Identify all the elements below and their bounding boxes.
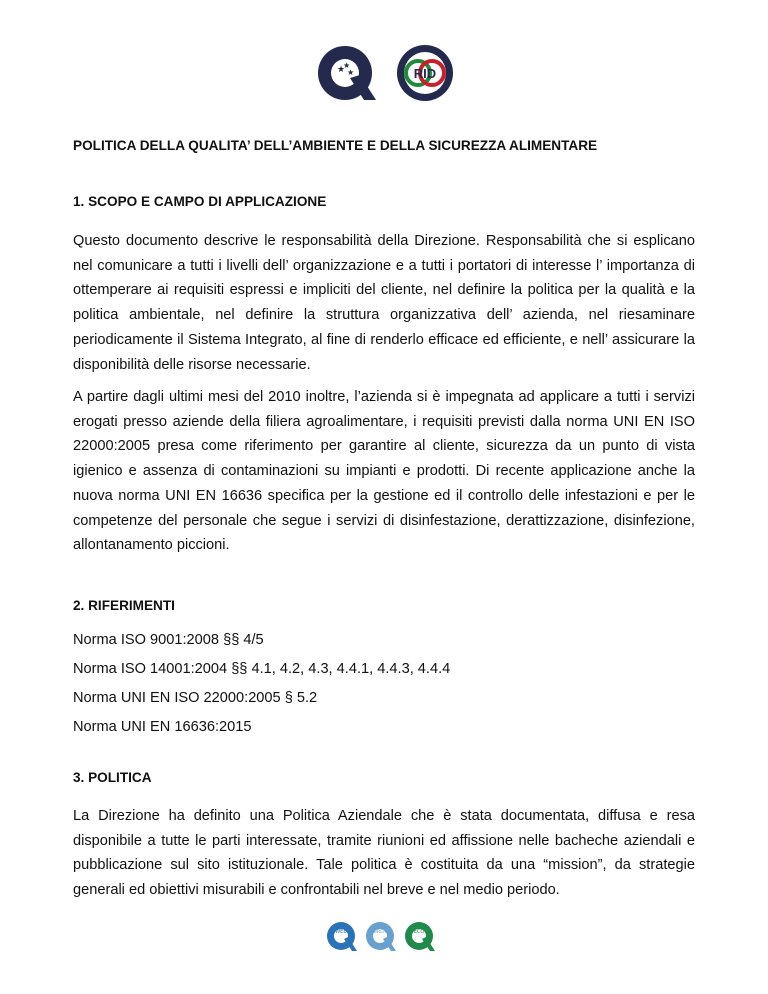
reference-item: Norma ISO 9001:2008 §§ 4/5 — [73, 632, 264, 648]
footer-badges — [326, 921, 436, 953]
q-logo-icon — [316, 44, 378, 102]
svg-text:★: ★ — [337, 65, 346, 75]
svg-text:RID: RID — [413, 66, 437, 81]
svg-text:★: ★ — [343, 61, 351, 70]
paragraph-scope-2: A partire dagli ultimi mesi del 2010 inoltre, l’azienda si è impegnata ad applicare a tutti i servizi erogati presso aziende della filiera agroalimentare, i requisiti previsti dalla norma UNI EN ISO 22000:2005 presa come riferimento per garantire al cliente, sicurezza da un punto di vista igienico e assenza di contaminazioni su impianti e prodotti. Di recente applicazione anche la nuova norma UNI EN 16636 specifica per la gestione ed il controllo delle infestazioni e per le competenze del personale che segue i servizi di disinfestazione, derattizzazione, disinfezione, allontanamento piccioni. — [73, 389, 695, 554]
svg-text:WEB: WEB — [335, 929, 347, 935]
paragraph-scope-1: Questo documento descrive le responsabilità della Direzione. Responsabilità che si esplicano nel comunicare a tutti i livelli dell’ organizzazione e a tutti i portatori di interesse l’ importanza di ottemperare ai requisiti espressi e impliciti del cliente, nel definire la politica per la qualità e la politica ambientale, nel definire la struttura organizzativa dell’ azienda, nel riesaminare periodicamente il Sistema Integrato, al fine di renderlo efficace ed efficiente, e nell’ assicurare la disponibilità delle risorse necessarie. — [73, 233, 695, 373]
rid-logo-icon — [396, 44, 454, 102]
section-heading-references: 2. RIFERIMENTI — [73, 598, 175, 613]
svg-text:BREA: BREA — [373, 930, 387, 935]
svg-text:ECO: ECO — [413, 929, 425, 935]
svg-text:★: ★ — [347, 68, 355, 77]
q-brea-badge-icon — [365, 921, 397, 953]
paragraph-policy-1: La Direzione ha definito una Politica Aziendale che è stata documentata, diffusa e resa disponibile a tutte le parti interessate, tramite riunioni ed affissione nelle bacheche aziendali e pubblicazione sul sito istituzionale. Tale politica è costituita da una “mission”, da strategie generali ed obiettivi misurabili e confrontabili nel breve e nel medio periodo. — [73, 808, 695, 899]
reference-item: Norma ISO 14001:2004 §§ 4.1, 4.2, 4.3, 4.4.1, 4.4.3, 4.4.4 — [73, 661, 451, 677]
q-web-badge-icon — [326, 921, 358, 953]
document-title: POLITICA DELLA QUALITA’ DELL’AMBIENTE E DELLA SICUREZZA ALIMENTARE — [73, 138, 598, 153]
q-eco-badge-icon — [404, 921, 436, 953]
header-logos — [316, 44, 464, 102]
section-heading-policy: 3. POLITICA — [73, 770, 152, 785]
reference-item: Norma UNI EN 16636:2015 — [73, 719, 252, 735]
reference-item: Norma UNI EN ISO 22000:2005 § 5.2 — [73, 690, 318, 706]
section-heading-scope: 1. SCOPO E CAMPO DI APPLICAZIONE — [73, 194, 327, 209]
